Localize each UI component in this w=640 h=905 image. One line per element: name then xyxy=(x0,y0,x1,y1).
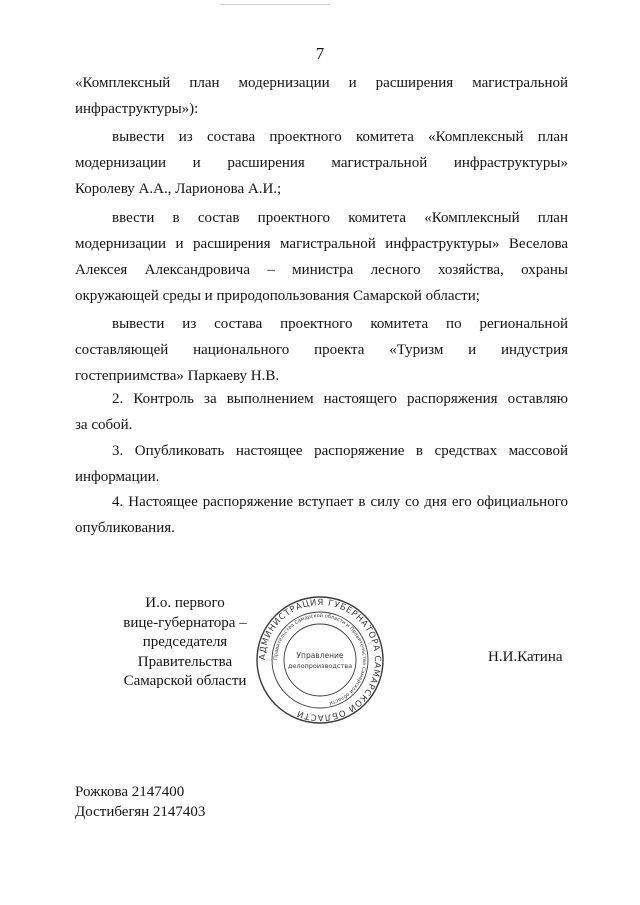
contact-line: Достибегян 2147403 xyxy=(75,803,206,820)
paragraph-line: 4. Настоящее распоряжение вступает в силу со дня его официального xyxy=(112,494,568,510)
paragraph-line: гостеприимства» Паркаеву Н.В. xyxy=(75,368,280,384)
paragraph-line: за собой. xyxy=(75,417,133,433)
paragraph-line: 2. Контроль за выполнением настоящего распоряжения оставляю xyxy=(112,391,568,407)
paragraph-line: Королеву А.А., Ларионова А.И.; xyxy=(75,181,282,197)
signatory-title-line: И.о. первого xyxy=(145,595,225,611)
paragraph-line: составляющей национального проекта «Туризм и индустрия xyxy=(75,342,568,358)
seal-inner-text: Правительства Самарской области и Правительства Самарской области xyxy=(272,612,368,706)
paragraph-line: вывести из состава проектного комитета по региональной xyxy=(112,316,568,332)
top-edge-line xyxy=(220,4,330,5)
seal-outer-text: АДМИНИСТРАЦИЯ ГУБЕРНАТОРА САМАРСКОЙ ОБЛАСТИ xyxy=(257,597,383,723)
seal-center-line: делопроизводства xyxy=(287,662,353,670)
signatory-title-line: Самарской области xyxy=(123,673,247,689)
paragraph-line: опубликования. xyxy=(75,520,175,536)
paragraph-line: информации. xyxy=(75,469,160,485)
paragraph-line: ввести в состав проектного комитета «Комплексный план xyxy=(112,210,568,226)
contact-line: Рожкова 2147400 xyxy=(75,784,185,800)
paragraph-line: «Комплексный план модернизации и расширения магистральной xyxy=(75,75,568,91)
page-number: 7 xyxy=(315,44,325,63)
paragraph-line: окружающей среды и природопользования Самарской области; xyxy=(75,288,480,304)
signatory-title-line: председателя Правительства xyxy=(137,634,233,670)
paragraph-line: вывести из состава проектного комитета «Комплексный план xyxy=(112,129,568,145)
paragraph-line: инфраструктуры»): xyxy=(75,101,199,117)
paragraph-line: модернизации и расширения магистральной инфраструктуры» Веселова xyxy=(75,236,568,252)
signatory-title-line: вице-губернатора – xyxy=(123,614,247,631)
paragraph-line: 3. Опубликовать настоящее распоряжение в средствах массовой xyxy=(112,443,568,459)
paragraph-line: Алексея Александровича – министра лесного хозяйства, охраны xyxy=(75,262,568,278)
seal-center-line: Управление xyxy=(296,651,344,660)
paragraph-line: модернизации и расширения магистральной инфраструктуры» xyxy=(75,155,568,171)
signatory-title xyxy=(110,594,260,692)
signatory-name: Н.И.Катина xyxy=(488,649,563,665)
official-seal xyxy=(255,595,385,725)
contacts xyxy=(75,783,205,822)
